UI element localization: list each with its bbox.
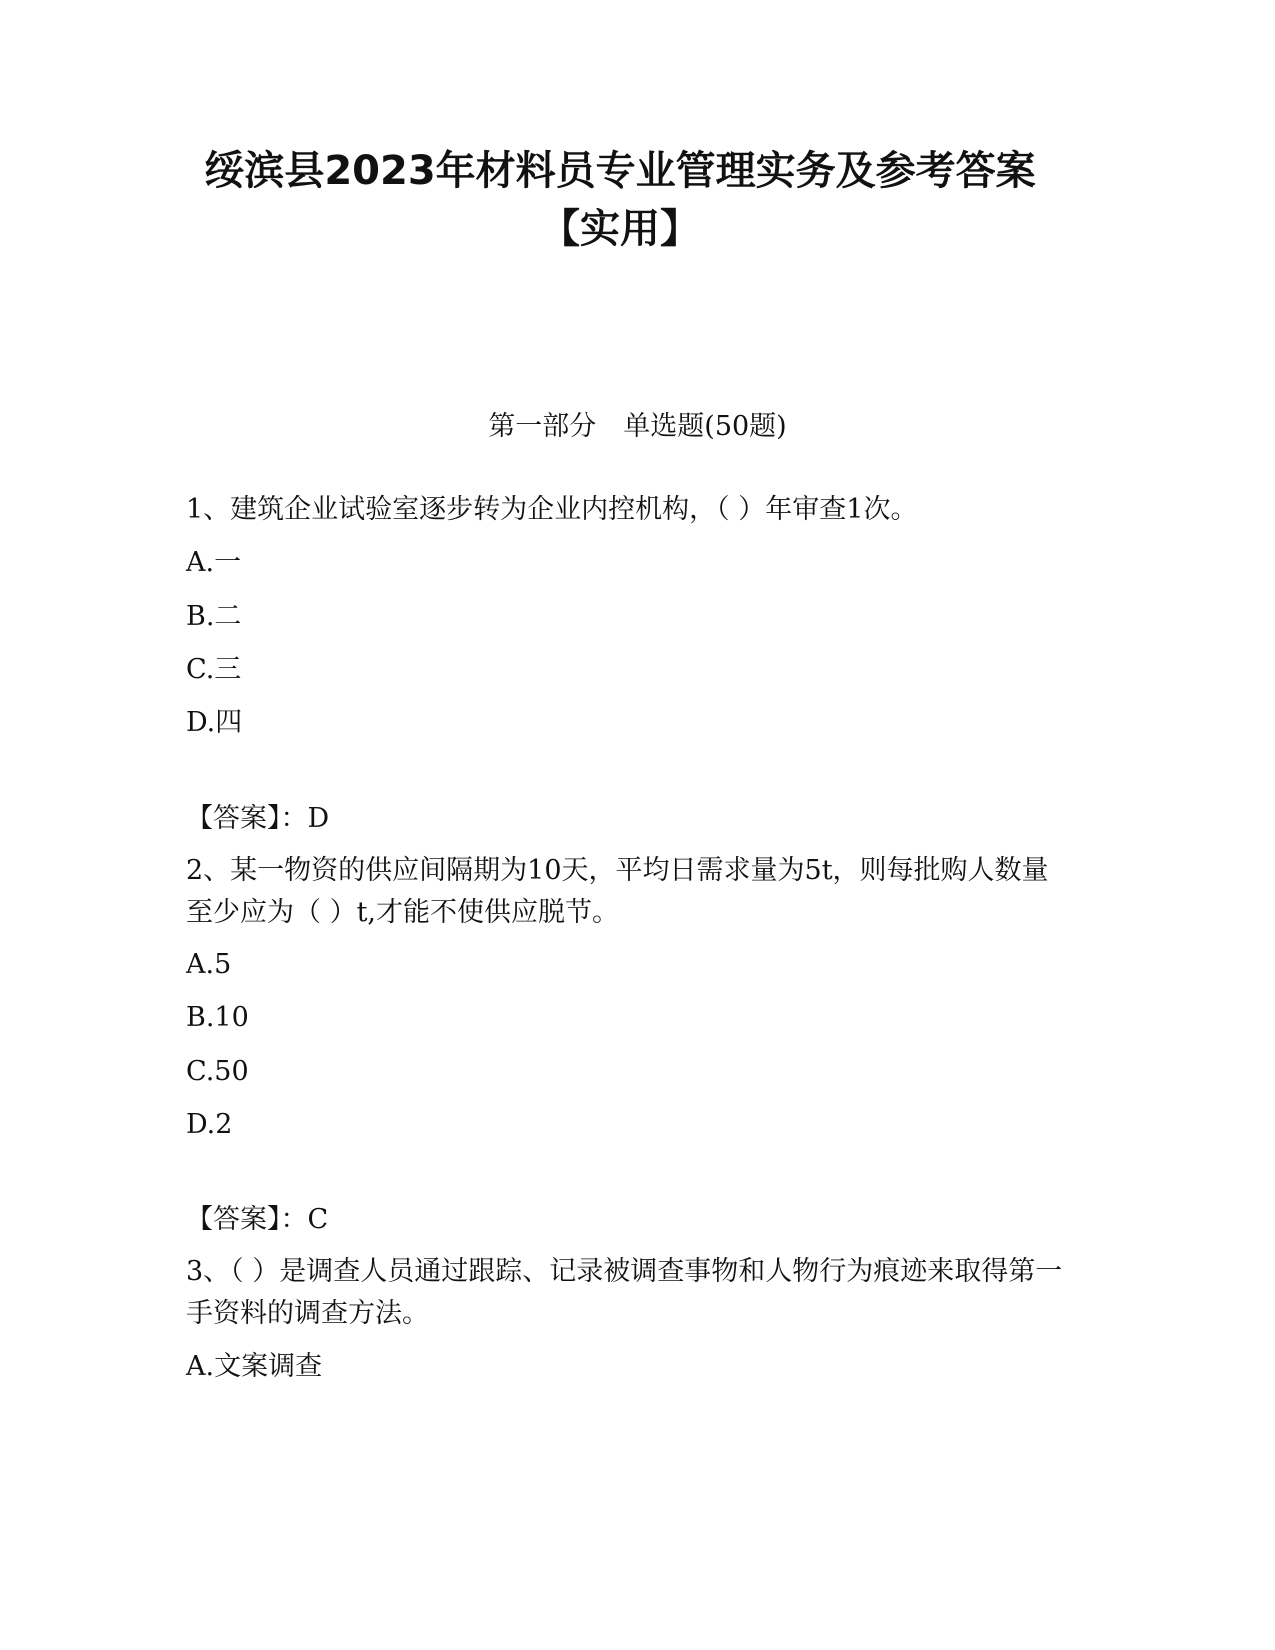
question-2-option-b: B.10 [186,1002,249,1033]
question-3-option-a: A.文案调查 [186,1351,323,1382]
question-1-option-b: B.二 [186,601,242,632]
question-2-stem: 2、某一物资的供应间隔期为10天，平均日需求量为5t，则每批购人数量至少应为（ ）t,才能不使供应脱节。 [186,855,1049,928]
question-1-option-d: D.四 [186,707,243,738]
question-1-answer: 【答案】：D [186,803,330,834]
question-3-stem: 3、（ ）是调查人员通过跟踪、记录被调查事物和人物行为痕迹来取得第一手资料的调查方法。 [186,1256,1063,1329]
question-2-answer: 【答案】：C [186,1204,329,1235]
question-2-option-a: A.5 [186,949,232,980]
question-1-stem: 1、建筑企业试验室逐步转为企业内控机构，（ ）年审查1次。 [186,494,918,525]
page-title: 绥滨县2023年材料员专业管理实务及参考答案【实用】 [204,148,1036,252]
question-1-option-c: C.三 [186,654,242,685]
question-2-option-c: C.50 [186,1056,249,1087]
question-1-option-a: A.一 [186,547,242,578]
question-2-option-d: D.2 [186,1109,233,1140]
section-heading: 第一部分 单选题(50题) [488,411,787,442]
